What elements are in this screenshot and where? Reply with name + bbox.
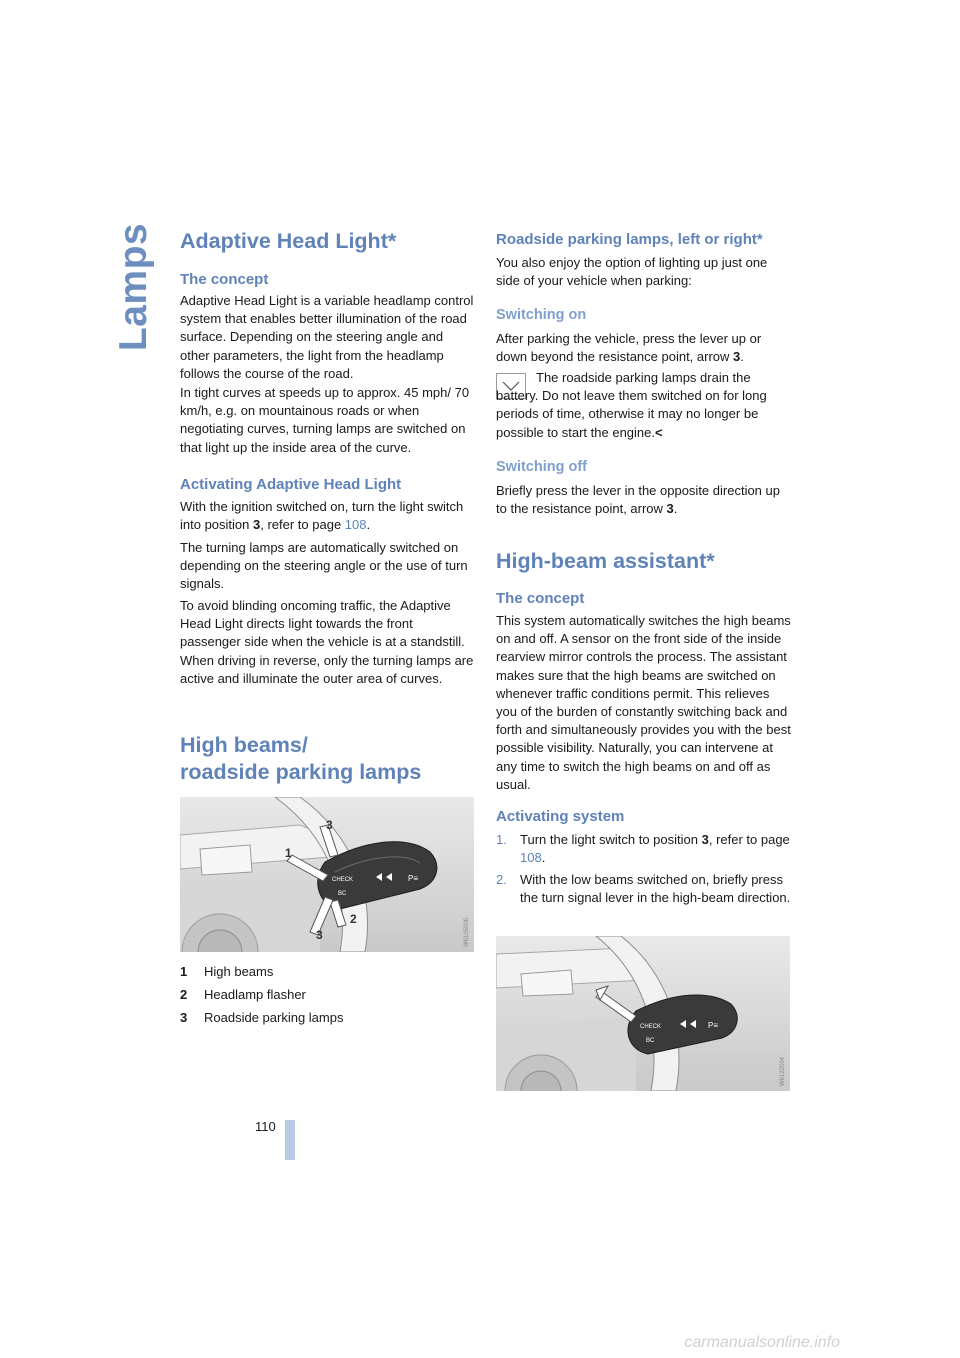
lever-pe-label: P≡ (408, 874, 419, 883)
watermark: carmanualsonline.info (684, 1334, 840, 1351)
heading-activating-system: Activating system (496, 808, 625, 825)
lever-illustration (496, 936, 790, 1091)
figure-lever-controls (180, 797, 474, 952)
page-link-108[interactable]: 108 (520, 850, 542, 866)
lever-pe-label: P≡ (708, 1021, 719, 1030)
list-item: 2. With the low beams switched on, briefly press the turn signal lever in the high-beam direction. (496, 872, 791, 906)
lever-check-label: CHECK (640, 1024, 662, 1030)
figure-code: W6105006 (464, 917, 470, 947)
heading-activating-ahl: Activating Adaptive Head Light (180, 476, 402, 493)
heading-concept: The concept (180, 271, 269, 288)
heading-switching-on: Switching on (496, 307, 587, 323)
arrow-label-3-bottom: 3 (316, 928, 323, 942)
page-link-108[interactable]: 108 (344, 517, 367, 533)
lever-bc-label: BC (338, 891, 347, 897)
paragraph-switching-on: After parking the vehicle, press the lever up or down beyond the resistance point, arrow 3. (496, 331, 762, 365)
paragraph-activating-3: To avoid blinding oncoming traffic, the Adaptive Head Light directs light towards the front passenger side when the vehicle is at a standstill. When driving in reverse, only the turning lamps are active and illuminate the outer area of curves. (180, 598, 474, 686)
paragraph-concept-1: Adaptive Head Light is a variable headlamp control system that enables better illumination of the road surface. Depending on the steering angle and other parameters, the light from the headlamp follows the course of the road. (180, 293, 474, 381)
heading-high-beam-assistant: High-beam assistant* (496, 549, 715, 573)
arrow-label-1: 1 (285, 846, 292, 860)
paragraph-switching-off: Briefly press the lever in the opposite direction up to the resistance point, arrow 3. (496, 483, 780, 517)
paragraph-hba-concept: This system automatically switches the high beams on and off. A sensor on the front side of the inside rearview mirror controls the process. The assistant makes sure that the high beams are switched on whenever traffic conditions permit. This relieves you of the burden of constantly switching back and forth and simultaneously provides you with the best possible visibility. Naturally, you can intervene at any time to switch the high beams on and off as usual. (496, 613, 791, 792)
lever-check-label: CHECK (332, 877, 354, 883)
figure-high-beam-lever (496, 936, 790, 1091)
paragraph-activating-2: The turning lamps are automatically switched on depending on the steering angle or the use of turn signals. (180, 540, 468, 592)
legend-item: 2 Headlamp flasher (180, 987, 306, 1002)
heading-high-beams: High beams/ roadside parking lamps (180, 733, 422, 784)
paragraph-roadside: You also enjoy the option of lighting up just one side of your vehicle when parking: (496, 255, 768, 289)
heading-roadside-lamps: Roadside parking lamps, left or right* (496, 231, 763, 248)
figure-code: W6122004 (780, 1056, 786, 1086)
heading-switching-off: Switching off (496, 459, 588, 475)
lever-illustration (180, 797, 474, 952)
heading-hba-concept: The concept (496, 590, 585, 607)
arrow-label-3-top: 3 (326, 818, 333, 832)
heading-adaptive-head-light: Adaptive Head Light* (180, 229, 397, 253)
note-battery: The roadside parking lamps drain the battery. Do not leave them switched on for long periods of time, otherwise it may no longer be possible to start the engine.< (496, 370, 767, 440)
paragraph-concept-2: In tight curves at speeds up to approx. 45 mph/ 70 km/h, e.g. on mountainous roads or when negotiating curves, turning lamps are switched on that light up the inside area of the curve. (180, 385, 470, 455)
legend-item: 3 Roadside parking lamps (180, 1010, 344, 1025)
legend-item: 1 High beams (180, 964, 274, 979)
list-item: 1. Turn the light switch to position 3, refer to page 108. (496, 832, 790, 866)
lever-bc-label: BC (646, 1038, 655, 1044)
arrow-label-2: 2 (350, 912, 357, 926)
page-number: 110 (255, 1119, 276, 1134)
page-marker-bar (285, 1120, 295, 1160)
paragraph-activating-1: With the ignition switched on, turn the light switch into position 3, refer to page 108. (180, 499, 464, 533)
chapter-title: Lamps (112, 222, 155, 352)
